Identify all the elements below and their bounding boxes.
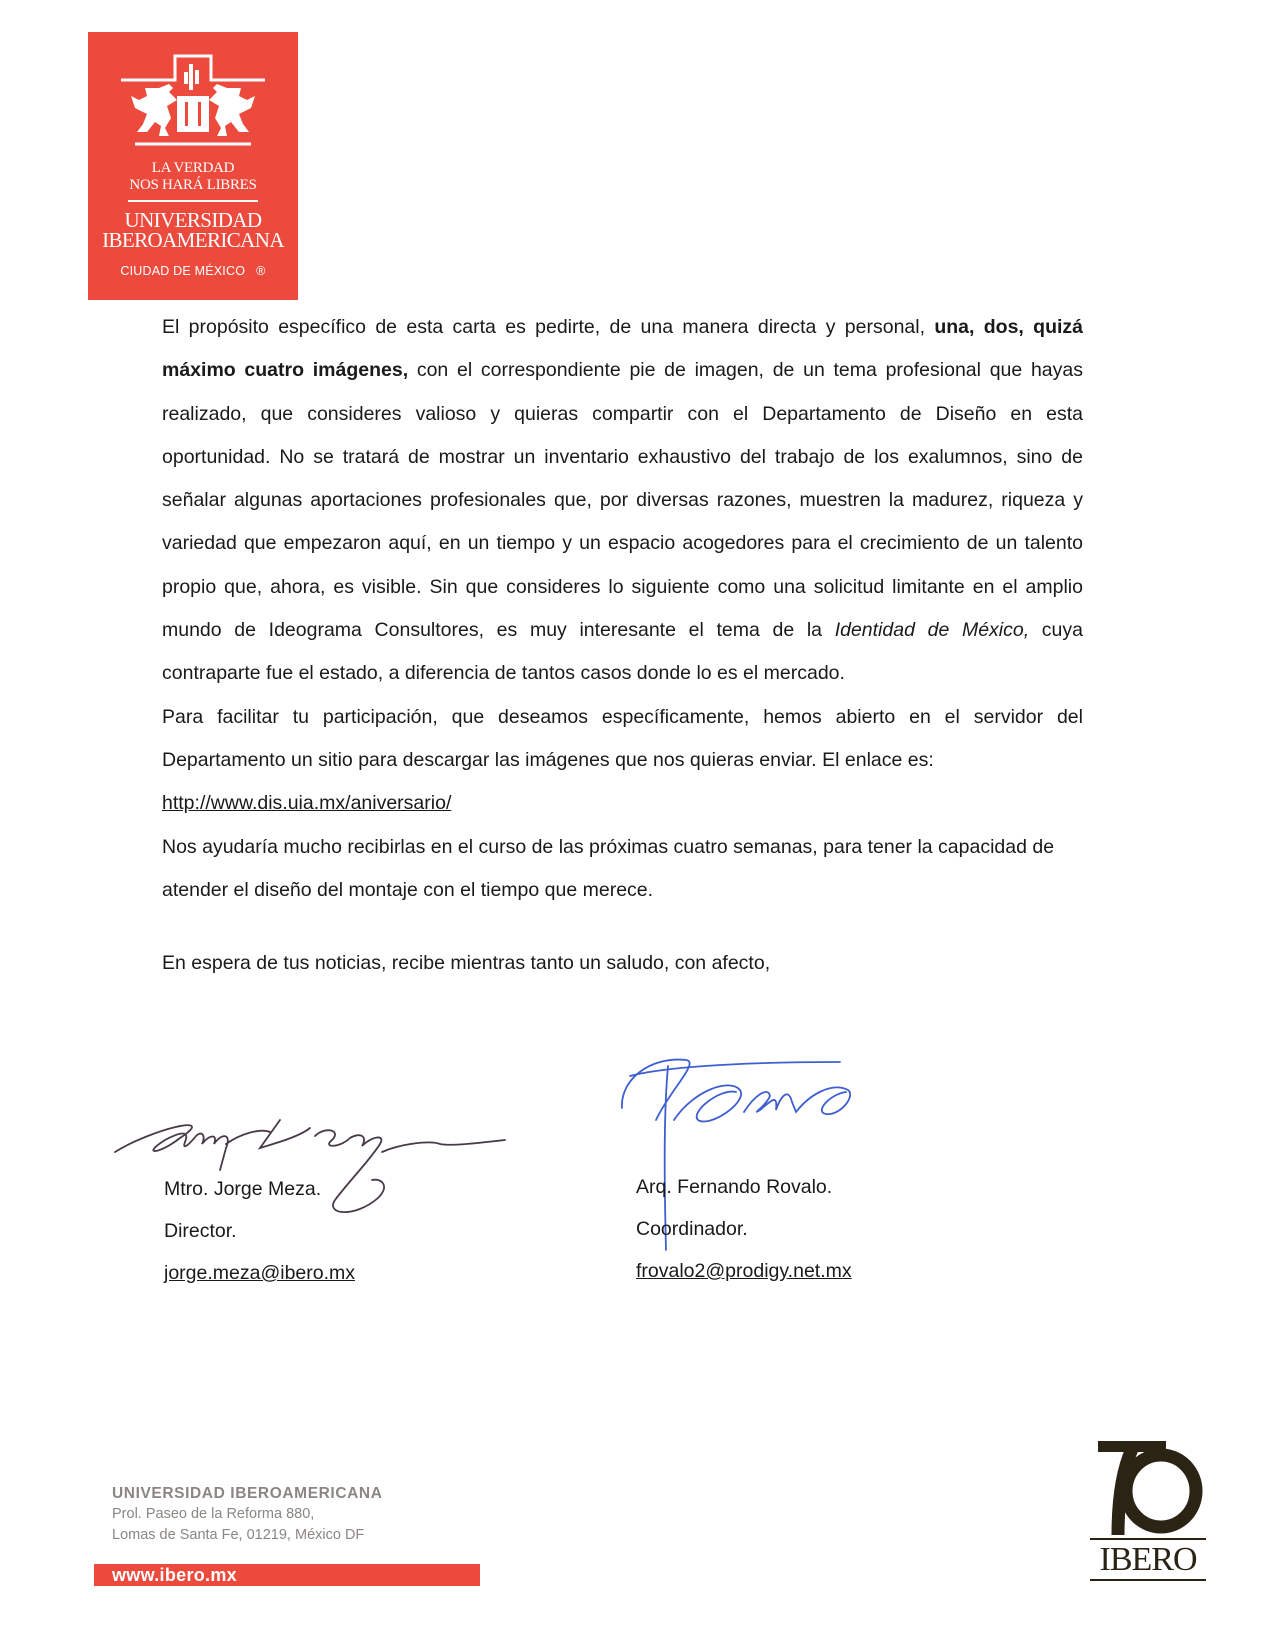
motto-line-1: LA VERDAD <box>151 160 235 176</box>
paragraph-text: Para facilitar tu participación, que deseamos específicamente, hemos abierto en el servidor del Departamento un sitio para descargar las imágenes que nos quieras enviar. El enlace es: <box>162 705 1083 771</box>
paragraph-deadline: Nos ayudaría mucho recibirlas en el curso de las próximas cuatro semanas, para tener la capacidad de atender el diseño del montaje con el tiempo que merece. <box>162 835 1055 901</box>
upload-link[interactable]: http://www.dis.uia.mx/aniversario/ <box>162 792 452 815</box>
logo-motto <box>88 160 298 194</box>
emphasis-identidad: Identidad de México, <box>834 619 1030 642</box>
logo-rule-top <box>1090 1538 1206 1540</box>
footer-address-line-2: Lomas de Santa Fe, 01219, México DF <box>112 1527 365 1543</box>
signatory-email-link[interactable]: frovalo2@prodigy.net.mx <box>636 1260 852 1282</box>
university-line-2: IBEROAMERICANA <box>102 228 284 252</box>
footer-institution: UNIVERSIDAD IBEROAMERICANA <box>112 1485 383 1502</box>
signatory-name: Arq. Fernando Rovalo. <box>636 1176 833 1198</box>
signatory-coordinator <box>636 1166 852 1292</box>
signatory-email-link[interactable]: jorge.meza@ibero.mx <box>164 1262 356 1284</box>
closing-salutation: En espera de tus noticias, recibe mientras tanto un saludo, con afecto, <box>162 952 771 974</box>
university-line-1: UNIVERSIDAD <box>124 208 262 232</box>
letter-body <box>162 306 1083 912</box>
logo-divider <box>128 200 258 202</box>
paragraph-text: con el correspondiente pie de imagen, de un tema profesional que hayas realizado, que consideres valioso y quieras compartir con el Departamento de Diseño en esta oportunidad. No se tratará de mostrar un inventario exhaustivo del trabajo de los exalumnos, sino de señalar algunas aportaciones profesionales que, por diversas razones, muestren la madurez, riqueza y variedad que empezaron aquí, en un tiempo y un espacio acogedores para el crecimiento de un talento propio que, ahora, es visible. Sin que consideres lo siguiente como una solicitud limitante en el amplio mundo de Ideograma Consultores, es muy interesante el tema de la <box>162 359 1083 642</box>
signatory-director <box>164 1168 355 1294</box>
footer-address <box>112 1483 383 1546</box>
logo-city <box>88 264 298 278</box>
motto-line-2: NOS HARÁ LIBRES <box>129 177 257 193</box>
footer-website-link[interactable]: www.ibero.mx <box>112 1565 237 1585</box>
ibero-wordmark: IBERO <box>1099 1541 1197 1578</box>
paragraph-text: cuya contraparte fue el estado, a diferencia de tantos casos donde lo es el mercado. <box>162 619 1083 685</box>
paragraph-participation <box>162 696 1083 826</box>
paragraph-request <box>162 306 1083 696</box>
footer-address-line-1: Prol. Paseo de la Reforma 880, <box>112 1506 315 1522</box>
university-logo <box>88 32 298 300</box>
emphasis-image-count: una, dos, quizá máximo cuatro imágenes, <box>162 316 1084 382</box>
crest-icon <box>115 46 271 150</box>
seventy-anniversary-icon <box>1088 1441 1208 1535</box>
registered-mark-icon: ® <box>256 264 266 278</box>
signatory-title: Director. <box>164 1220 237 1242</box>
signatory-name: Mtro. Jorge Meza. <box>164 1178 322 1200</box>
signatory-title: Coordinador. <box>636 1218 748 1240</box>
paragraph-text: El propósito específico de esta carta es pedirte, de una manera directa y personal, <box>162 316 935 338</box>
logo-university-name <box>88 210 298 250</box>
logo-rule-bottom <box>1090 1579 1206 1581</box>
city-text: CIUDAD DE MÉXICO <box>120 264 246 278</box>
ibero-70-logo <box>1088 1441 1208 1581</box>
footer-website-bar[interactable] <box>94 1564 480 1586</box>
